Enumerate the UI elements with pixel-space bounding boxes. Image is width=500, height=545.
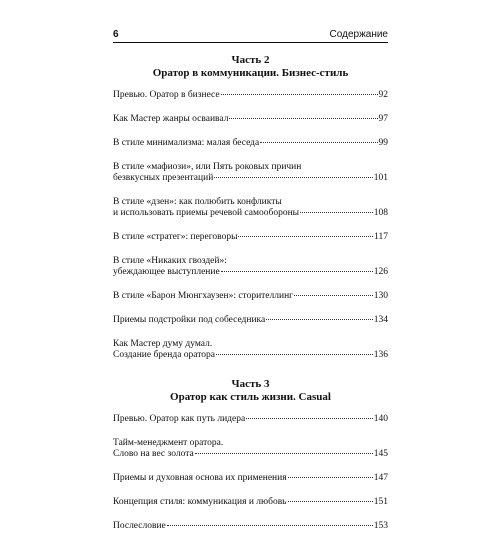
toc-entry-title-line: Создание бренда оратора <box>113 350 215 360</box>
toc-entry-row <box>113 114 388 125</box>
toc-entry-title-line: В стиле «стратег»: переговоры <box>113 232 238 242</box>
toc-entry-row <box>113 521 388 532</box>
toc-entry[interactable] <box>113 138 388 149</box>
page-number: 6 <box>113 29 119 40</box>
toc-entry[interactable] <box>113 315 388 326</box>
toc-page-number: 140 <box>373 414 388 424</box>
toc-entry-title-line: Слово на вес золота <box>113 449 194 459</box>
toc-entry-title-line: Как Мастер жанры осваивал <box>113 114 229 124</box>
toc-entry[interactable] <box>113 497 388 508</box>
dot-leader <box>229 118 377 119</box>
part-subheading: Оратор в коммуникации. Бизнес-стиль <box>152 67 349 79</box>
toc-entry-title-line: Превью. Оратор в бизнесе <box>113 90 220 100</box>
toc-entry-title-line: Тайм-менеджмент оратора. <box>113 438 224 448</box>
part-heading: Часть 2 <box>231 54 270 66</box>
dot-leader <box>288 477 373 478</box>
toc-page-number: 97 <box>378 114 388 124</box>
dot-leader <box>221 271 373 272</box>
toc-page-number: 108 <box>373 208 388 218</box>
toc-entry-list <box>113 414 388 532</box>
toc-entry[interactable] <box>113 90 388 101</box>
toc-entry[interactable] <box>113 521 388 532</box>
toc-entry-title-line: Приемы и духовная основа их применения <box>113 473 287 483</box>
toc-entry-row <box>113 315 388 326</box>
table-of-contents <box>113 54 388 532</box>
toc-page-number: 92 <box>378 90 388 100</box>
toc-page <box>113 30 388 545</box>
toc-entry-row <box>113 232 388 243</box>
toc-entry-row <box>113 497 388 508</box>
dot-leader <box>216 354 373 355</box>
toc-entry[interactable] <box>113 232 388 243</box>
toc-page-number: 117 <box>374 232 388 242</box>
dot-leader <box>300 212 373 213</box>
dot-leader <box>214 177 372 178</box>
toc-page-number: 130 <box>373 291 388 301</box>
toc-page-number: 153 <box>373 521 388 531</box>
toc-entry-title-line: В стиле «Барон Мюнгхаузен»: сторителлинг <box>113 291 294 301</box>
dot-leader <box>260 142 377 143</box>
toc-entry-title-line: убеждающее выступление <box>113 267 220 277</box>
toc-entry[interactable] <box>113 438 388 460</box>
toc-entry-title-line: Приемы подстройки под собеседника <box>113 315 266 325</box>
toc-entry-title-line: Концепция стиля: коммуникация и любовь <box>113 497 287 507</box>
part-heading: Часть 3 <box>231 378 270 390</box>
dot-leader <box>266 319 373 320</box>
toc-entry-row <box>113 449 388 460</box>
toc-entry[interactable] <box>113 339 388 361</box>
dot-leader <box>294 295 373 296</box>
toc-entry-row <box>113 414 388 425</box>
part-subheading: Оратор как стиль жизни. Casual <box>170 391 331 403</box>
toc-entry-title-line: Послесловие <box>113 521 166 531</box>
toc-entry[interactable] <box>113 291 388 302</box>
dot-leader <box>221 94 378 95</box>
toc-page-number: 134 <box>373 315 388 325</box>
toc-entry-row <box>113 473 388 484</box>
toc-entry[interactable] <box>113 114 388 125</box>
toc-page-number: 151 <box>373 497 388 507</box>
toc-page-number: 126 <box>373 267 388 277</box>
toc-entry-row <box>113 173 388 184</box>
toc-entry[interactable] <box>113 162 388 184</box>
toc-entry-row <box>113 267 388 278</box>
toc-entry[interactable] <box>113 197 388 219</box>
toc-page-number: 101 <box>373 173 388 183</box>
dot-leader <box>246 418 373 419</box>
page-header <box>113 30 388 43</box>
toc-entry-title-line: Как Мастер думу думал. <box>113 339 213 349</box>
toc-entry-title-line: безвкусных презентаций <box>113 173 214 183</box>
toc-entry-list <box>113 90 388 361</box>
toc-entry[interactable] <box>113 256 388 278</box>
toc-page-number: 99 <box>378 138 388 148</box>
toc-entry-title-line: В стиле минимализма: малая беседа <box>113 138 260 148</box>
toc-entry-title-line: Превью. Оратор как путь лидера <box>113 414 246 424</box>
dot-leader <box>238 236 373 237</box>
dot-leader <box>195 453 373 454</box>
toc-page-number: 147 <box>373 473 388 483</box>
toc-entry-title-line: и использовать приемы речевой самообороны <box>113 208 300 218</box>
toc-entry-row <box>113 208 388 219</box>
toc-page-number: 145 <box>373 449 388 459</box>
toc-entry-row <box>113 350 388 361</box>
running-title: Содержание <box>329 29 388 40</box>
toc-entry[interactable] <box>113 414 388 425</box>
dot-leader <box>288 501 373 502</box>
toc-entry-title-line: В стиле «мафиози», или Пять роковых причин <box>113 162 302 172</box>
toc-entry-title-line: В стиле «дзен»: как полюбить конфликты <box>113 197 282 207</box>
toc-entry-row <box>113 138 388 149</box>
dot-leader <box>167 525 373 526</box>
toc-entry-title-line: В стиле «Никаких гвоздей»: <box>113 256 227 266</box>
toc-entry-row <box>113 291 388 302</box>
toc-page-number: 136 <box>373 350 388 360</box>
toc-entry[interactable] <box>113 473 388 484</box>
toc-entry-row <box>113 90 388 101</box>
